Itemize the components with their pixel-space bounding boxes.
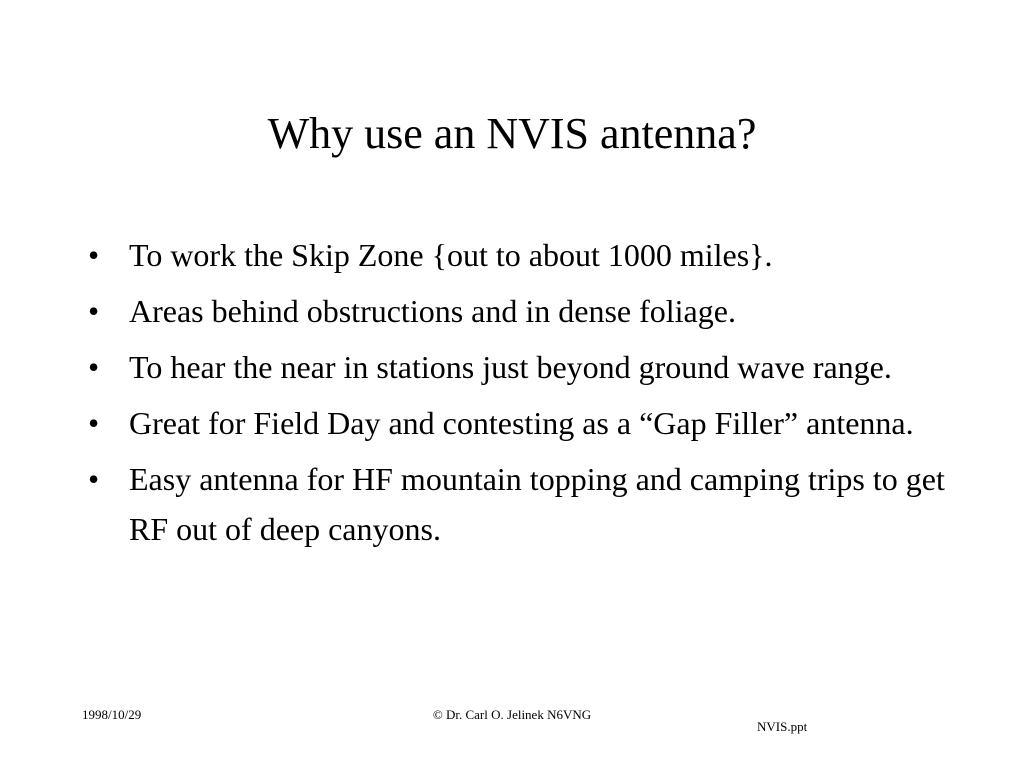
bullet-item (88, 454, 968, 554)
bullet-item (88, 286, 968, 336)
bullet-text: Areas behind obstructions and in dense foliage. (129, 293, 736, 329)
footer-date: 1998/10/29 (82, 707, 142, 722)
bullet-text: Great for Field Day and contesting as a “Gap Filler” antenna. (129, 405, 914, 441)
bullet-list (88, 230, 968, 560)
bullet-text: To work the Skip Zone {out to about 1000 miles}. (129, 237, 773, 273)
bullet-item (88, 398, 968, 448)
bullet-marker: • (88, 293, 100, 329)
bullet-marker: • (88, 405, 100, 441)
bullet-marker: • (88, 349, 100, 385)
bullet-text: Easy antenna for HF mountain topping and camping trips to get RF out of deep canyons. (129, 461, 945, 547)
bullet-text: To hear the near in stations just beyond ground wave range. (129, 349, 892, 385)
bullet-item (88, 342, 968, 392)
footer-author: © Dr. Carl O. Jelinek N6VNG (432, 707, 592, 722)
bullet-marker: • (88, 461, 100, 497)
bullet-marker: • (88, 237, 100, 273)
slide-title: Why use an NVIS antenna? (267, 109, 757, 158)
footer-filename: NVIS.ppt (757, 719, 808, 734)
bullet-item (88, 230, 968, 280)
